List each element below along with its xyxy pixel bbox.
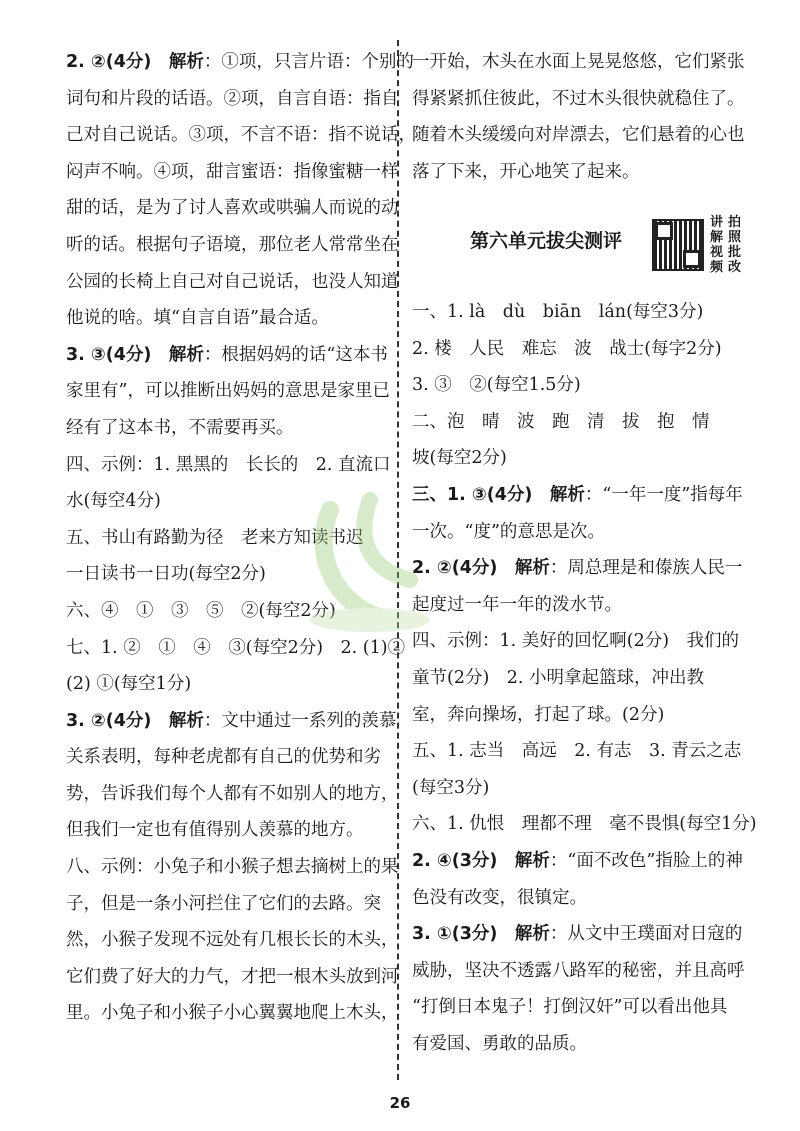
text-segment: 落了下来，开心地笑了起来。 <box>412 161 640 182</box>
text-segment: 解析 <box>168 710 204 731</box>
answer-line <box>66 959 399 996</box>
answer-line <box>412 733 742 770</box>
text-segment: 听的话。根据句子语境，那位老人常常坐在 <box>66 234 399 255</box>
answer-line <box>412 623 738 660</box>
answer-line <box>412 843 743 880</box>
text-segment: 家里有”，可以推断出妈妈的意思是家里已 <box>66 381 390 402</box>
answer-line <box>66 227 399 264</box>
text-segment: 3. ③(4分) <box>66 344 169 365</box>
text-segment: 坡(每空2分) <box>412 448 507 469</box>
answer-line <box>412 44 745 81</box>
text-segment: 一、1. là dù biān lán(每空3分) <box>412 302 704 322</box>
text-segment: 子，但是一条小河拦住了它们的去路。突 <box>66 893 381 914</box>
text-segment: 3. ①(3分) <box>412 924 515 945</box>
answer-line <box>412 404 738 441</box>
answer-line <box>66 886 388 923</box>
text-segment: 八、示例：小兔子和小猴子想去摘树上的果 <box>66 857 399 878</box>
right-column-top <box>412 44 745 190</box>
right-column-answers <box>412 294 757 1062</box>
text-segment: ：从文中王璞面对日寇的 <box>549 924 743 945</box>
text-segment: 它们费了好大的力气，才把一根木头放到河 <box>66 966 399 987</box>
text-segment: 一次。“度”的意思是次。 <box>412 521 605 542</box>
answer-line <box>66 154 399 191</box>
answer-line <box>412 770 738 807</box>
answer-line <box>412 550 743 587</box>
text-segment: 色没有改变，很镇定。 <box>412 887 587 908</box>
text-segment: 闷声不响。④项，甜言蜜语：指像蜜糖一样 <box>66 161 399 182</box>
answer-line <box>66 300 388 337</box>
text-segment: 室，奔向操场，打起了球。(2分) <box>412 704 665 725</box>
text-segment: 解析 <box>514 924 550 945</box>
text-segment: 五、1. 志当 高远 2. 有志 3. 青云之志 <box>412 741 742 762</box>
answer-line <box>412 154 738 191</box>
answer-line <box>66 776 399 813</box>
answer-line <box>66 410 388 447</box>
answer-line <box>412 953 745 990</box>
answer-line <box>412 989 738 1026</box>
answer-line <box>412 916 743 953</box>
text-segment: 三、1. ③(4分) <box>412 484 550 505</box>
qr-label <box>710 215 744 275</box>
qr-label-char: 视 <box>710 245 724 260</box>
qr-label-char: 照 <box>728 230 742 245</box>
text-segment: ：“一年一度”指每年 <box>584 484 743 505</box>
answer-line <box>66 44 414 81</box>
text-segment: 五、书山有路勤为径 老来方知读书迟 <box>66 527 364 548</box>
text-segment: 一开始，木头在水面上晃晃悠悠，它们紧张 <box>412 52 745 72</box>
watermark-logo-icon <box>300 470 440 650</box>
answer-line <box>66 81 399 118</box>
text-segment: 随着木头缓缓向对岸漂去，它们悬着的心也 <box>412 125 745 146</box>
answer-line <box>66 922 399 959</box>
text-segment: 然，小猴子发现不远处有几根长长的木头， <box>66 930 399 951</box>
answer-line <box>412 367 738 404</box>
answer-line <box>66 849 399 886</box>
answer-line <box>66 995 399 1032</box>
text-segment: (2) ①(每空1分) <box>66 674 192 695</box>
text-segment: 四、示例：1. 黑黑的 长长的 2. 直流口 <box>66 454 391 475</box>
text-segment: 关系表明，每种老虎都有自己的优势和劣 <box>66 747 381 768</box>
answer-line <box>412 697 738 734</box>
section-title: 第六单元拔尖测评 <box>470 230 623 252</box>
answer-line <box>412 660 738 697</box>
qr-label-char: 解 <box>710 230 724 245</box>
text-segment: 2. 楼 人民 难忘 波 战士(每字2分) <box>412 338 722 359</box>
text-segment: 解析 <box>168 52 204 72</box>
text-segment: 3. ③ ②(每空1.5分) <box>412 375 581 396</box>
text-segment: ：①项，只言片语：个别的 <box>203 52 414 72</box>
text-segment: ：文中通过一系列的羡慕 <box>203 710 397 731</box>
text-segment: 有爱国、勇敢的品质。 <box>412 1033 587 1054</box>
text-segment: 甜的话，是为了讨人喜欢或哄骗人而说的动 <box>66 198 399 219</box>
text-segment: ：“面不改色”指脸上的神 <box>549 850 743 871</box>
text-segment: 里。小兔子和小猴子小心翼翼地爬上木头， <box>66 1003 399 1024</box>
text-segment: ：周总理是和傣族人民一 <box>549 558 743 579</box>
qr-code-block[interactable] <box>652 215 748 275</box>
qr-label-char: 讲 <box>710 215 724 230</box>
text-segment: 二、泡 晴 波 跑 清 拔 抱 情 <box>412 411 710 432</box>
qr-label-char: 批 <box>728 245 742 260</box>
answer-line <box>66 703 397 740</box>
answer-line <box>66 190 399 227</box>
answer-line <box>66 337 388 374</box>
answer-line <box>412 587 738 624</box>
text-segment: ：根据妈妈的话“这本书 <box>203 344 388 365</box>
answer-line <box>66 117 416 154</box>
text-segment: 一日读书一日功(每空2分) <box>66 564 266 585</box>
qr-label-char: 拍 <box>728 215 742 230</box>
answer-line <box>412 331 738 368</box>
text-segment: “打倒日本鬼子！打倒汉奸”可以看出他具 <box>412 997 728 1018</box>
text-segment: 解析 <box>514 558 550 579</box>
qr-code-icon[interactable] <box>652 219 704 271</box>
qr-label-char: 频 <box>710 260 724 275</box>
text-segment: 但我们一定也有值得别人羡慕的地方。 <box>66 820 364 841</box>
answer-line <box>66 812 388 849</box>
answer-line <box>412 440 738 477</box>
answer-line <box>412 806 757 843</box>
page-number: 26 <box>389 1094 411 1112</box>
answer-line <box>412 880 738 917</box>
text-segment: 2. ②(4分) <box>66 52 169 72</box>
answer-line <box>66 739 388 776</box>
text-segment: 水(每空4分) <box>66 491 161 512</box>
text-segment: 威胁，坚决不透露八路军的秘密，并且高呼 <box>412 960 745 981</box>
text-segment: 势，告诉我们每个人都有不如别人的地方， <box>66 783 399 804</box>
text-segment: 童节(2分) 2. 小明拿起篮球，冲出教 <box>412 667 705 688</box>
text-segment: 起度过一年一年的泼水节。 <box>412 594 622 615</box>
text-segment: 2. ②(4分) <box>412 558 515 579</box>
text-segment: 经有了这本书，不需要再买。 <box>66 417 294 438</box>
answer-line <box>412 117 745 154</box>
text-segment: 词句和片段的话语。②项，自言自语：指自 <box>66 88 399 109</box>
text-segment: 解析 <box>168 344 204 365</box>
answer-line <box>66 264 399 301</box>
text-segment: 2. ④(3分) <box>412 850 515 871</box>
text-segment: 3. ②(4分) <box>66 710 169 731</box>
answer-line <box>412 477 743 514</box>
text-segment: 七、1. ② ① ④ ③(每空2分) 2. (1)② <box>66 637 406 658</box>
text-segment: 六、④ ① ③ ⑤ ②(每空2分) <box>66 600 336 621</box>
answer-line <box>66 666 388 703</box>
answer-line <box>66 373 388 410</box>
qr-label-char: 改 <box>728 260 742 275</box>
text-segment: 解析 <box>514 850 550 871</box>
text-segment: 得紧紧抓住彼此，不过木头很快就稳住了。 <box>412 88 745 109</box>
answer-line <box>412 81 745 118</box>
answer-line <box>412 1026 738 1063</box>
text-segment: 解析 <box>549 484 585 505</box>
text-segment: 他说的啥。填“自言自语”最合适。 <box>66 308 329 329</box>
text-segment: 己对自己说话。③项，不言不语：指不说话， <box>66 125 416 146</box>
answer-line <box>412 514 738 551</box>
text-segment: 公园的长椅上自己对自己说话，也没人知道 <box>66 271 399 292</box>
text-segment: (每空3分) <box>412 777 490 798</box>
text-segment: 四、示例：1. 美好的回忆啊(2分) 我们的 <box>412 631 740 652</box>
answer-line <box>412 294 738 331</box>
text-segment: 六、1. 仇恨 理都不理 毫不畏惧(每空1分) <box>412 814 757 835</box>
